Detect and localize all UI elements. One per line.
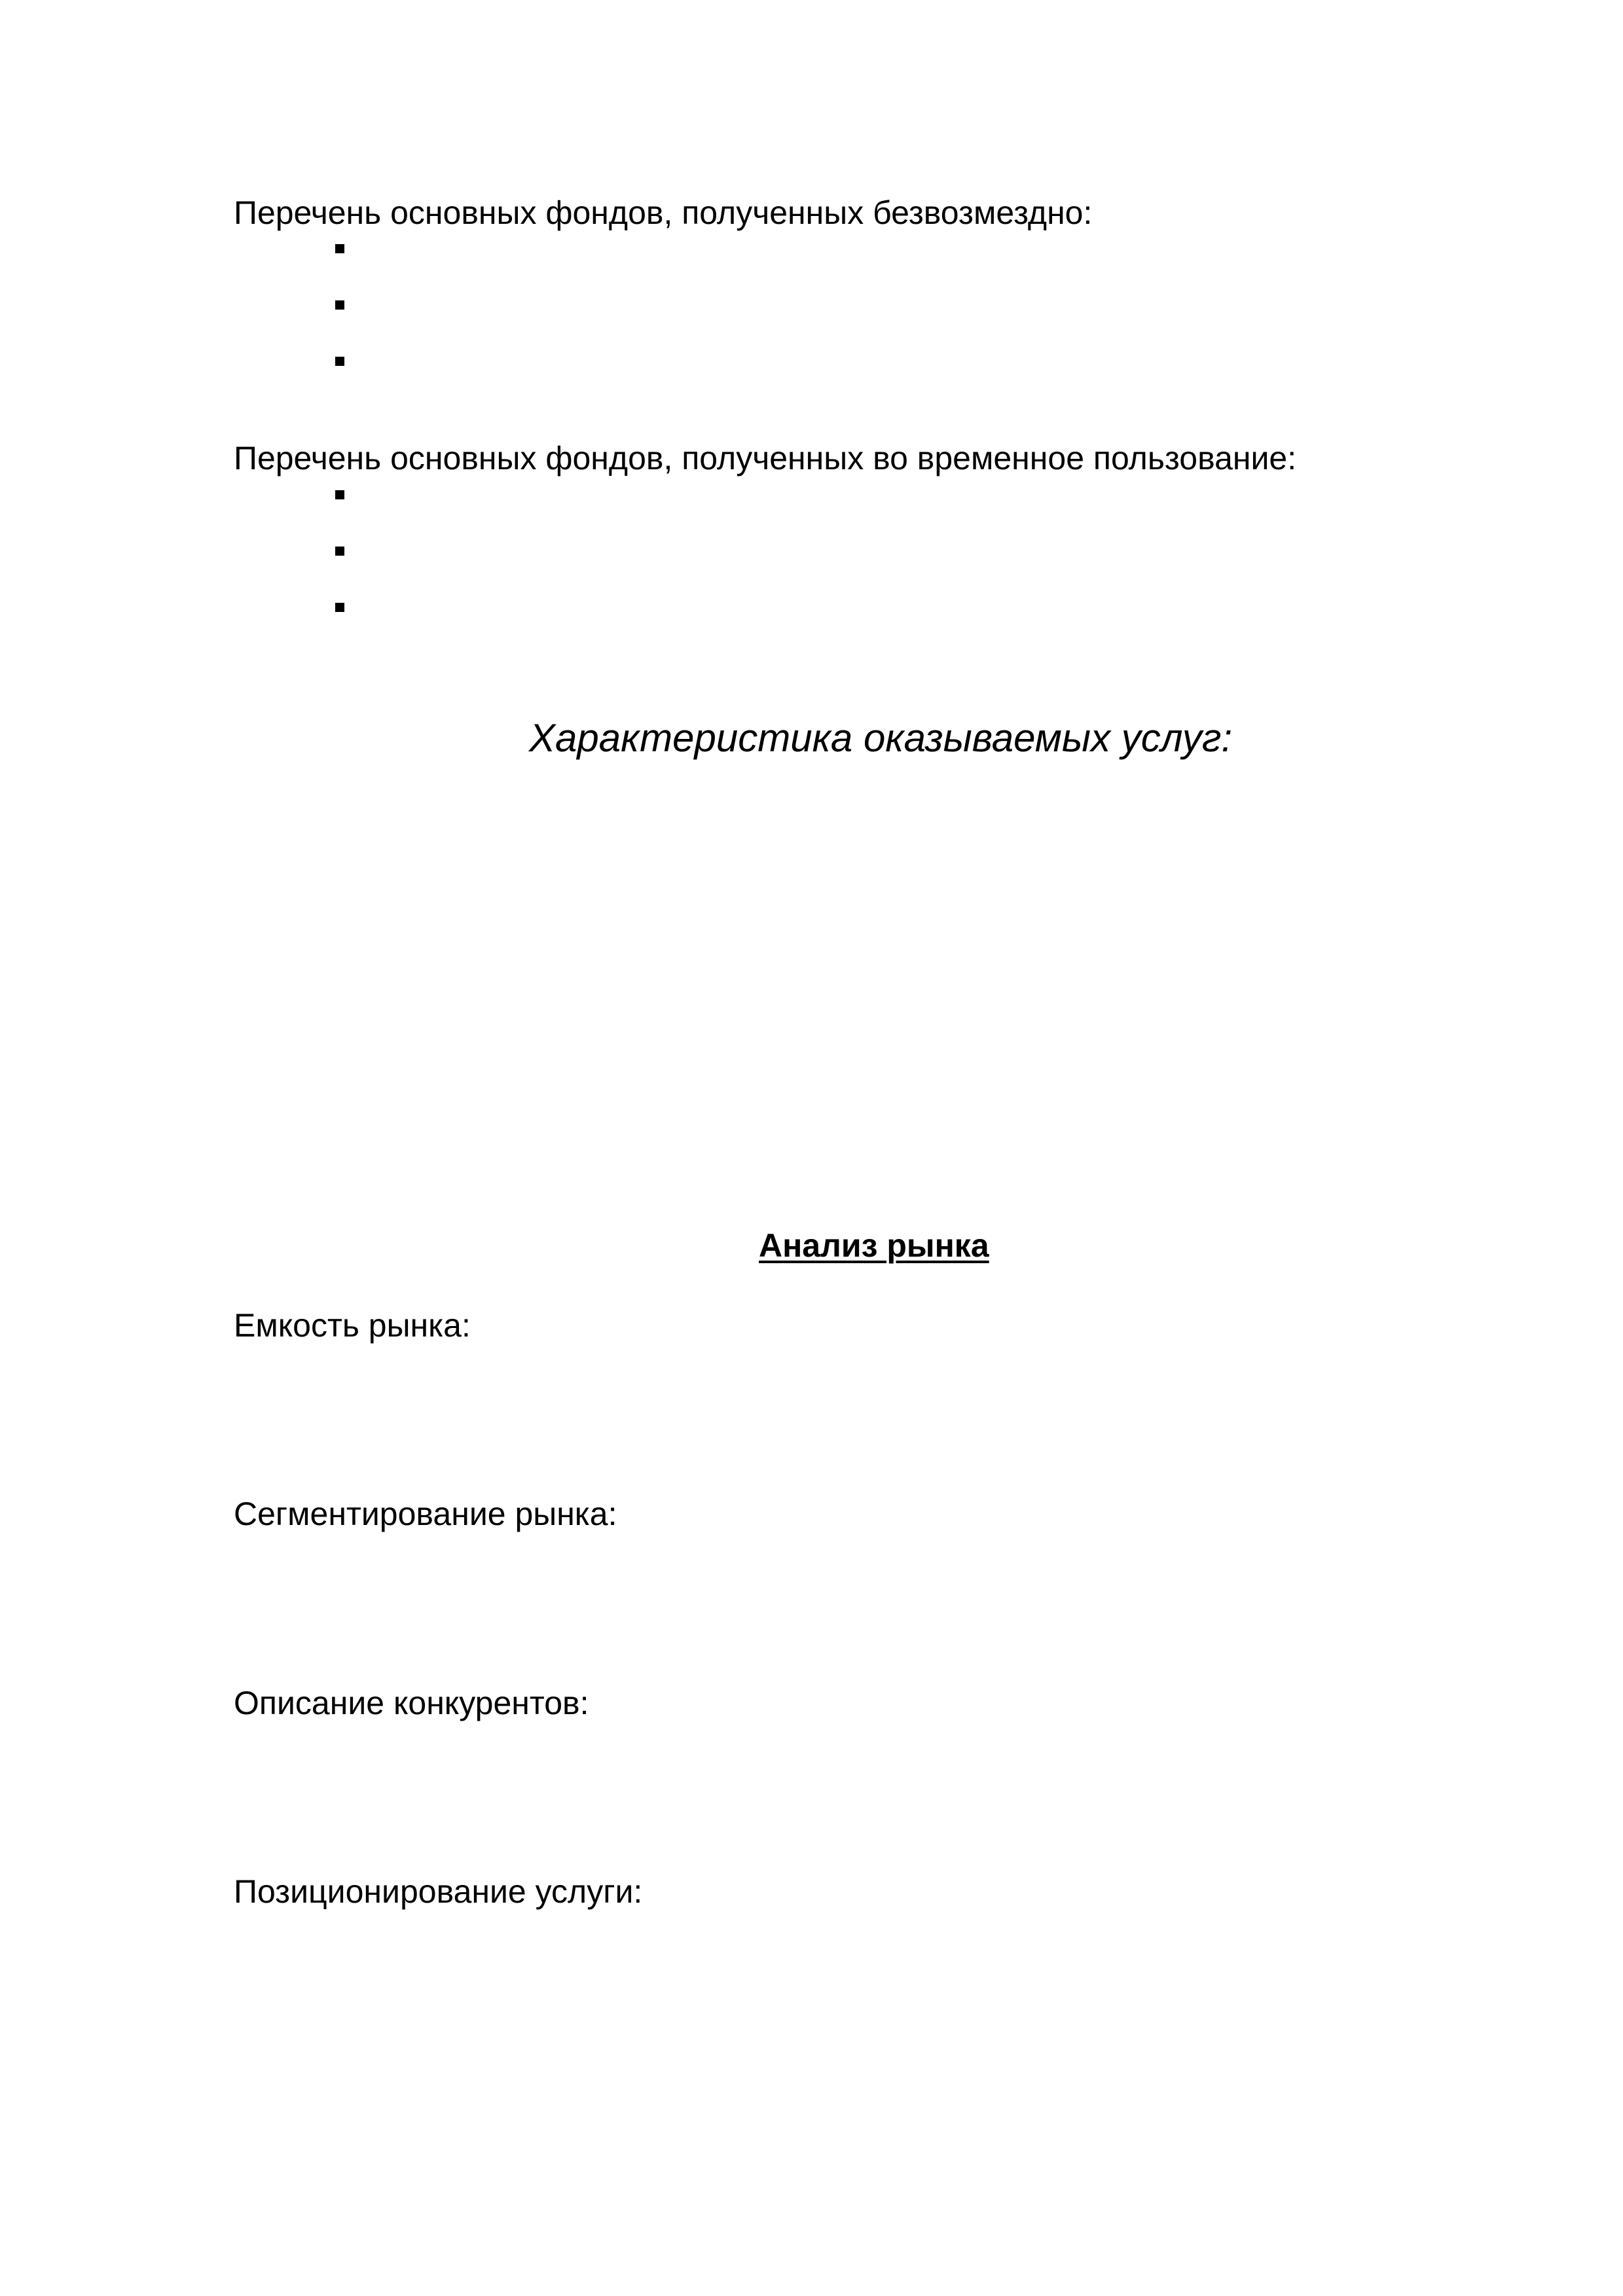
list-bullet [335,490,344,499]
temporary-assets-heading: Перечень основных фондов, полученных во временное пользование: [234,440,1297,476]
list-bullet [335,300,344,310]
positioning-label: Позиционирование услуги: [234,1873,643,1910]
list-bullet [335,603,344,612]
services-heading: Характеристика оказываемых услуг: [529,716,1233,760]
gratuitous-assets-heading: Перечень основных фондов, полученных безвозмездно: [234,194,1093,231]
list-bullet [335,244,344,253]
competitors-label: Описание конкурентов: [234,1685,589,1721]
market-analysis-heading: Анализ рынка [759,1227,989,1264]
list-bullet [335,357,344,366]
market-capacity-label: Емкость рынка: [234,1307,471,1344]
list-bullet [335,547,344,556]
market-segmentation-label: Сегментирование рынка: [234,1496,617,1532]
